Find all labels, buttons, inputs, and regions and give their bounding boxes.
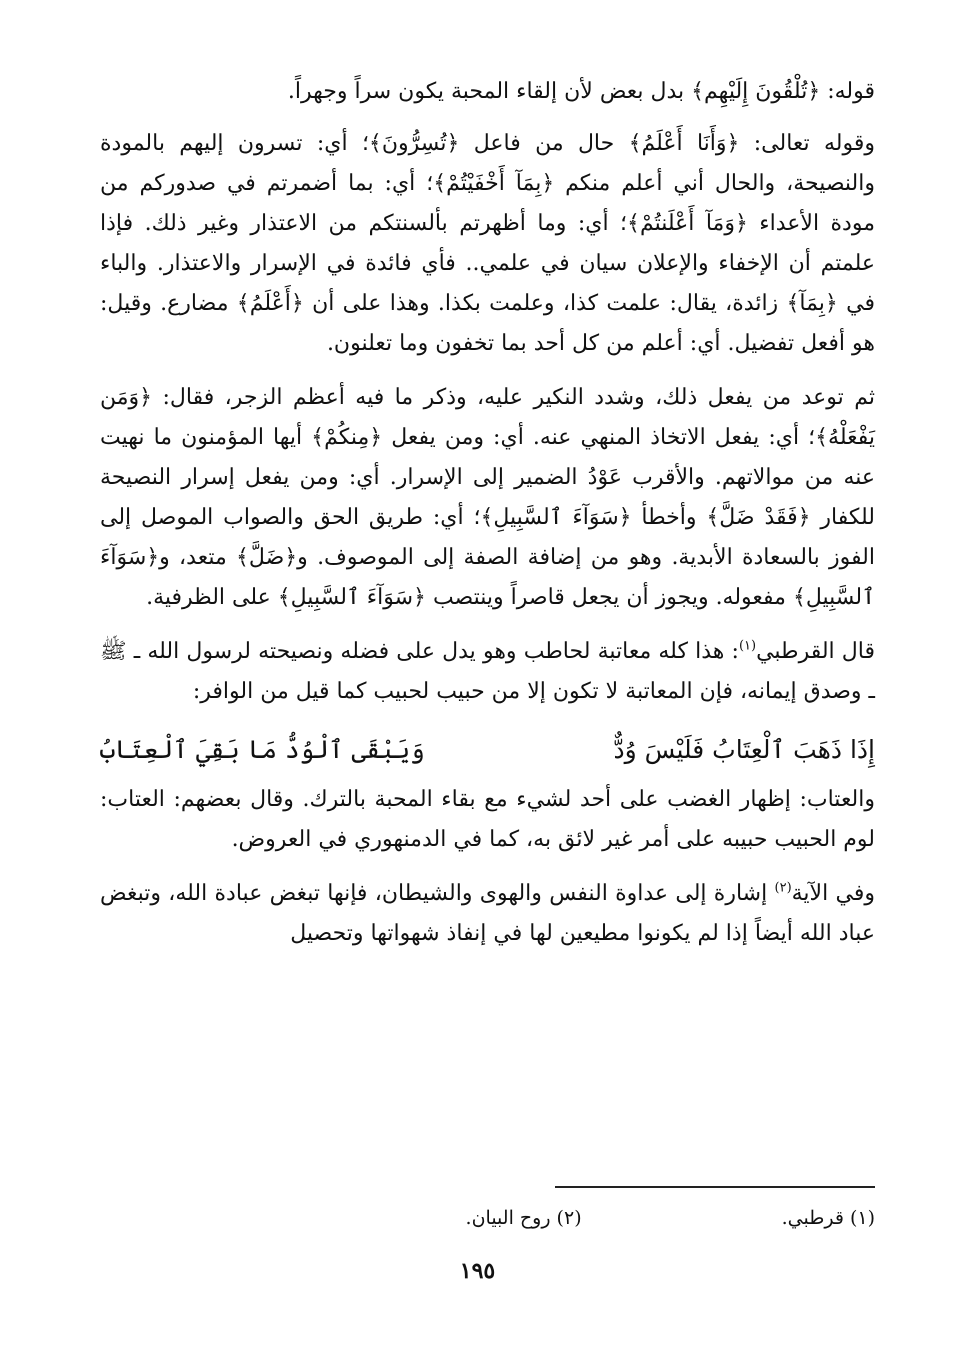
paragraph-itab: والعتاب: إظهار الغضب على أحد لشيء مع بقاء المحبة بالترك. وقال بعضهم: العتاب: لوم الحبيب حبيبه على أمر غير لائق به، كما في الدمنهوري في العروض. — [100, 787, 875, 852]
poem-second-hemistich: وَيَبْقَى ٱلْوُدُّ مَا بَقِيَ ٱلْعِتَابُ — [100, 735, 425, 764]
footnote-ref-1: (١) — [738, 638, 757, 654]
qurtubi-text-rest: : هذا كله معاتبة لحاطب وهو يدل على فضله ونصيحته لرسول الله ـ ﷺ ـ وصدق إيمانه، فإن المعاتبة لا تكون إلا من حبيب لحبيب كما قيل من الوافر: — [100, 639, 875, 704]
poem-verse — [100, 726, 875, 774]
paragraph-2: وقوله تعالى: ﴿وَأَنَا أَعْلَمُ﴾ حال من فاعل ﴿تُسِرُّونَ﴾؛ أي: تسرون إليهم بالمودة والنصيحة، والحال أني أعلم منكم ﴿بِمَآ أَخْفَيْتُمْ﴾؛ أي: بما أضمرتم في صدوركم من مودة الأعداء ﴿وَمَآ أَعْلَنتُمْ﴾؛ أي: وما أظهرتم بألسنتكم من الاعتذار وغير ذلك. فإذا علمتم أن الإخفاء والإعلان سيان في علمي.. فأي فائدة في الإسرار والاعتذار. والباء في ﴿بِمَآ﴾ زائدة، يقال: علمت كذا، وعلمت بكذا. وهذا على أن ﴿أَعْلَمُ﴾ مضارع. وقيل: هو أفعل تفضيل. أي: أعلم من كل أحد بما تخفون وما تعلنون. — [100, 131, 875, 356]
footnote-1: (١) قرطبي. — [781, 1207, 875, 1229]
paragraph-3: ثم توعد من يفعل ذلك، وشدد النكير عليه، وذكر ما فيه أعظم الزجر، فقال: ﴿وَمَن يَفْعَلْهُ﴾؛ أي: يفعل الاتخاذ المنهي عنه. أي: ومن يفعل ﴿مِنكُمْ﴾ أيها المؤمنون ما نهيت عنه من موالاتهم. والأقرب عَوْدُ الضمير إلى الإسرار. أي: ومن يفعل إسرار النصيحة للكفار ﴿فَقَدْ ضَلَّ﴾ وأخطأ ﴿سَوَآءَ ٱلسَّبِيلِ﴾؛ أي: طريق الحق والصواب الموصل إلى الفوز بالسعادة الأبدية. وهو من إضافة الصفة إلى الموصوف. و﴿ضَلَّ﴾ متعد، و﴿سَوَآءَ ٱلسَّبِيلِ﴾ مفعوله. ويجوز أن يجعل قاصراً وينتصب ﴿سَوَآءَ ٱلسَّبِيلِ﴾ على الظرفية. — [100, 385, 875, 610]
footnote-2: (٢) روح البيان. — [465, 1207, 582, 1229]
poem-first-hemistich: إِذَا ذَهَبَ ٱلْعِتَابُ فَلَيْسَ وُدٌّ — [613, 735, 875, 764]
aya-text-rest: إشارة إلى عداوة النفس والهوى والشيطان، فإنها تبغض عبادة الله، وتبغض عباد الله أيضاً إذا لم يكونوا مطيعين لها في إنفاذ شهواتها وتحصيل — [100, 881, 875, 946]
paragraph-aya — [100, 874, 875, 954]
footnotes — [315, 1203, 875, 1233]
paragraph-qurtubi — [100, 632, 875, 712]
aya-text-start: وفي الآية — [791, 881, 875, 906]
page-number: ١٩٥ — [459, 1258, 496, 1284]
page-body — [100, 72, 875, 968]
footnote-divider — [555, 1186, 875, 1188]
footnote-ref-2: (٢) — [774, 880, 792, 896]
qurtubi-text-start: قال القرطبي — [756, 639, 876, 664]
paragraph-1: قوله: ﴿تُلْقُونَ إِلَيْهِم﴾ بدل بعض لأن إلقاء المحبة يكون سراً وجهراً. — [287, 79, 875, 104]
